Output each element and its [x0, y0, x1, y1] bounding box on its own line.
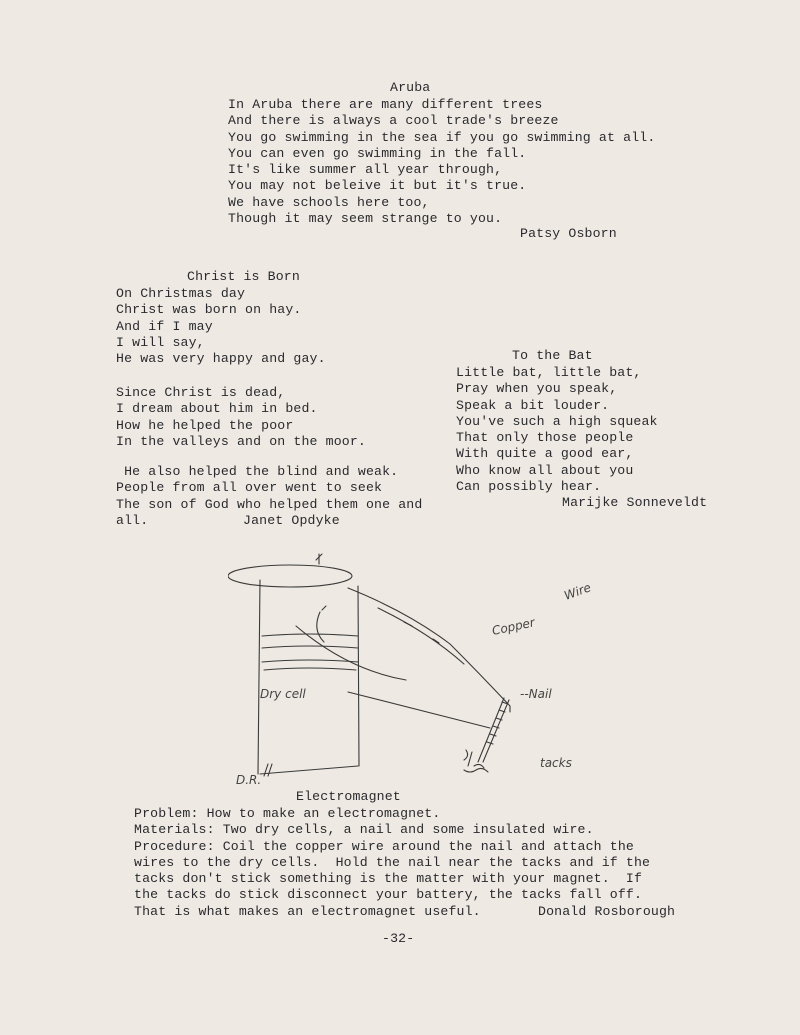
poem-line: I will say, [116, 334, 205, 350]
body-line: Problem: How to make an electromagnet. [134, 806, 441, 821]
label-tacks: tacks [540, 756, 572, 770]
poem-title-aruba: Aruba [390, 80, 431, 95]
label-dry-cell: Dry cell [260, 687, 306, 701]
poem-line: In Aruba there are many different trees [228, 97, 543, 112]
tacks [464, 750, 488, 772]
poem-christ-stanza-1 [116, 286, 326, 367]
poem-line: That only those people [456, 430, 634, 446]
poem-line: And there is always a cool trade's breeze [228, 113, 559, 129]
poem-aruba [228, 97, 655, 227]
poem-line: Little bat, little bat, [456, 365, 642, 380]
poem-line: It's like summer all year through, [228, 162, 503, 178]
body-line: Procedure: Coil the copper wire around the nail and attach the [134, 838, 634, 854]
label-initials: D.R. [236, 773, 262, 784]
author-christ: Janet Opdyke [243, 513, 340, 528]
poem-line: How he helped the poor [116, 417, 294, 433]
poem-line: In the valleys and on the moor. [116, 433, 366, 449]
nail [478, 698, 509, 762]
body-line: wires to the dry cells. Hold the nail near the tacks and if the [134, 854, 651, 870]
poem-bat [456, 365, 658, 495]
poem-line: And if I may [116, 318, 213, 334]
poem-line: Though it may seem strange to you. [228, 211, 503, 227]
copper-wire [348, 588, 510, 712]
label-copper: Copper [490, 615, 536, 638]
poem-title-christ: Christ is Born [187, 269, 300, 284]
label-wire: Wire [562, 580, 593, 603]
poem-line: Speak a bit louder. [456, 397, 610, 413]
author-aruba: Patsy Osborn [520, 226, 617, 241]
poem-line: Who know all about you [456, 462, 634, 478]
poem-line: You can even go swimming in the fall. [228, 145, 527, 161]
poem-line: You may not beleive it but it's true. [228, 178, 527, 194]
electromagnet-body [134, 806, 650, 904]
poem-title-bat: To the Bat [512, 348, 593, 363]
poem-line: On Christmas day [116, 286, 246, 301]
poem-line: The son of God who helped them one and [116, 496, 423, 512]
poem-christ-stanza-3 [116, 464, 422, 513]
section-title-electromagnet: Electromagnet [296, 789, 401, 804]
poem-line: We have schools here too, [228, 194, 430, 210]
page-number: -32- [382, 931, 415, 946]
author-electromagnet: Donald Rosborough [538, 904, 676, 919]
poem-line: With quite a good ear, [456, 446, 634, 462]
poem-line: Christ was born on hay. [116, 302, 302, 318]
poem-line: Pray when you speak, [456, 381, 618, 397]
poem-line: Can possibly hear. [456, 479, 602, 495]
electromagnet-sketch [228, 552, 608, 784]
poem-line: He also helped the blind and weak. [116, 464, 399, 479]
dry-cell-body [258, 580, 359, 774]
poem-line: People from all over went to seek [116, 480, 383, 496]
poem-line: You've such a high squeak [456, 413, 658, 429]
poem-line: You go swimming in the sea if you go swimming at all. [228, 129, 656, 145]
body-line: That is what makes an electromagnet useful. [134, 904, 481, 919]
body-line: Materials: Two dry cells, a nail and some insulated wire. [134, 822, 594, 838]
poem-line: He was very happy and gay. [116, 351, 326, 367]
label-nail: --Nail [520, 687, 552, 701]
poem-christ-stanza-2 [116, 385, 366, 450]
author-bat: Marijke Sonneveldt [562, 495, 708, 510]
dry-cell-top [228, 565, 352, 587]
poem-line: I dream about him in bed. [116, 401, 318, 417]
body-line: the tacks do stick disconnect your battery, the tacks fall off. [134, 887, 643, 903]
poem-line: Since Christ is dead, [116, 385, 286, 400]
poem-line: all. [116, 513, 149, 528]
body-line: tacks don't stick something is the matter with your magnet. If [134, 871, 643, 887]
